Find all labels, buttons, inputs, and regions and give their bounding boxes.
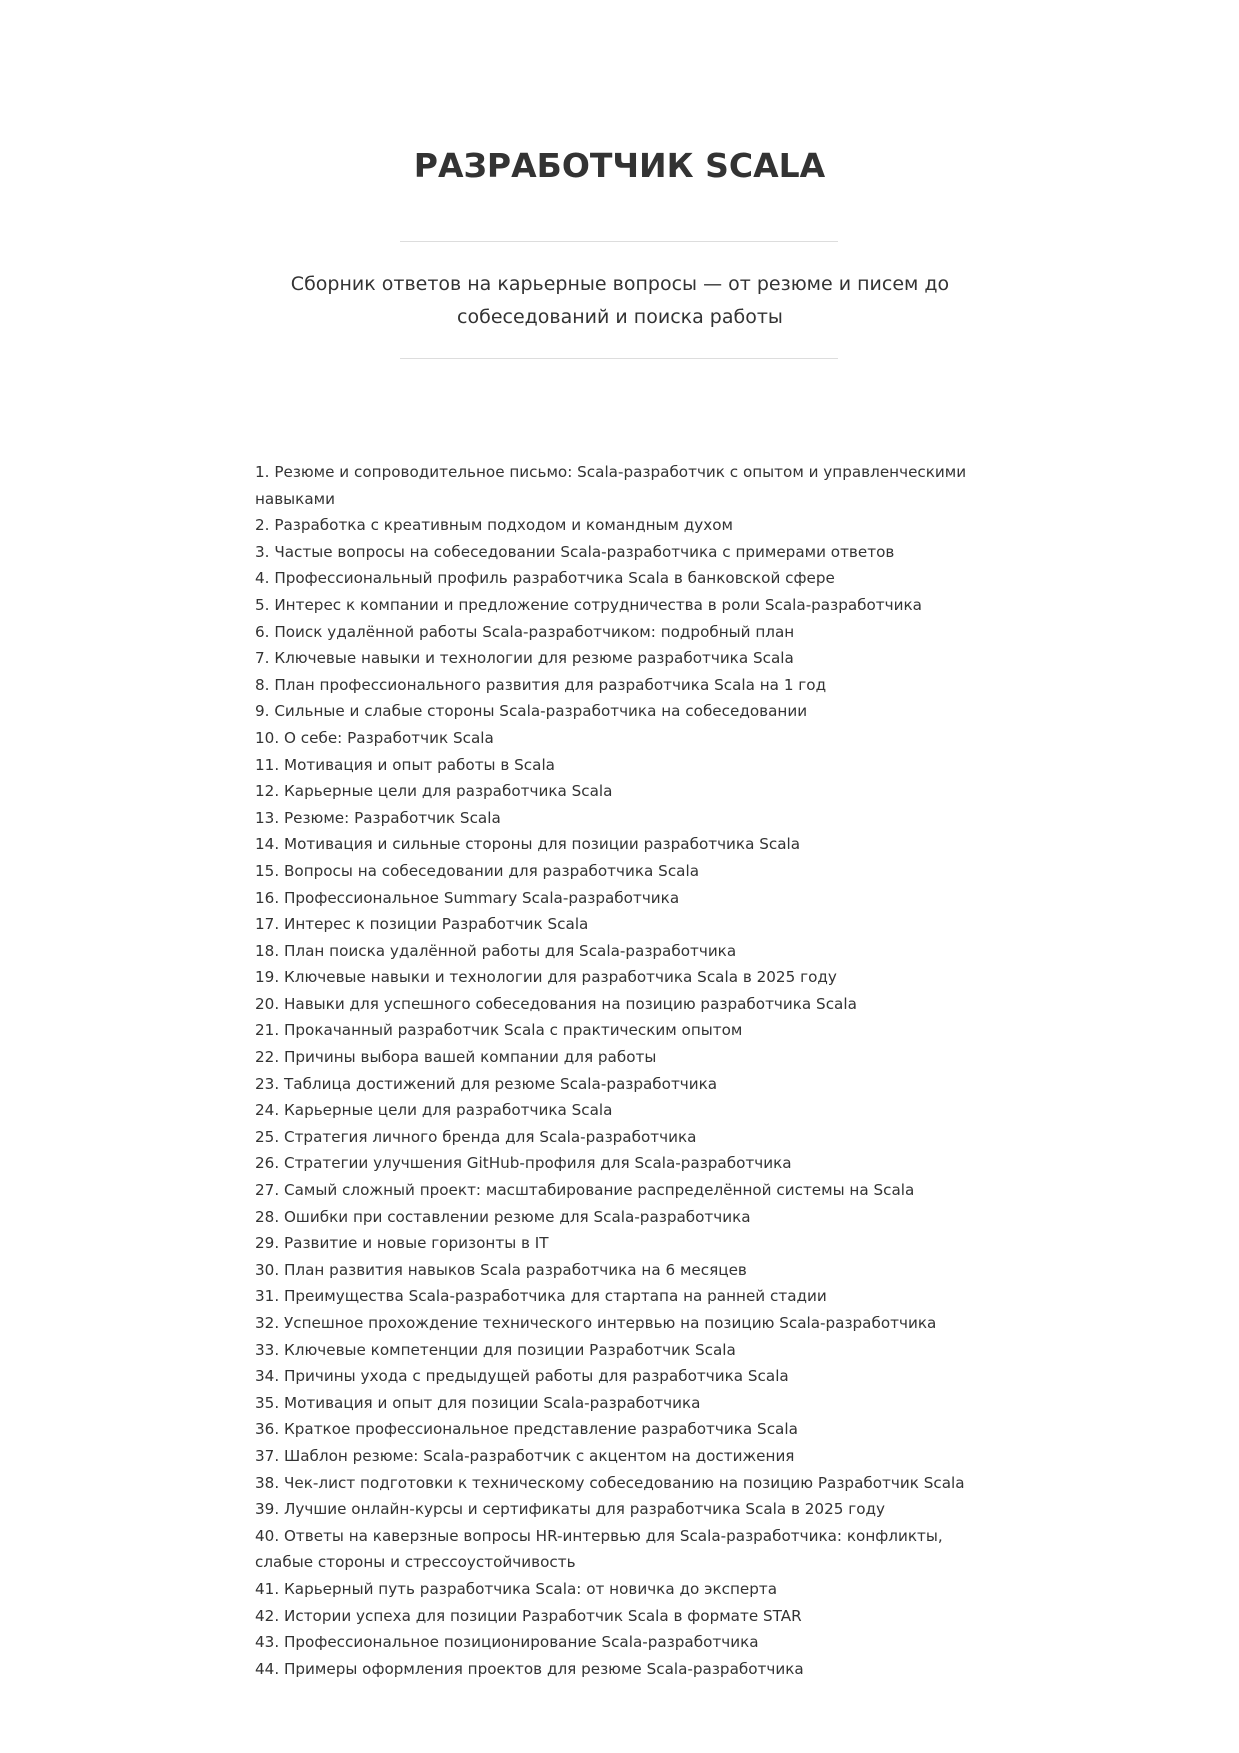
- toc-item[interactable]: 16. Профессиональное Summary Scala-разработчика: [255, 888, 680, 907]
- toc-item[interactable]: 40. Ответы на каверзные вопросы HR-интервью для Scala-разработчика: конфликты, слабые стороны и стрессоустойчивость: [255, 1526, 943, 1572]
- toc-item[interactable]: 44. Примеры оформления проектов для резюме Scala-разработчика: [255, 1659, 804, 1678]
- toc-item[interactable]: 42. Истории успеха для позиции Разработчик Scala в формате STAR: [255, 1606, 802, 1625]
- toc-item[interactable]: 43. Профессиональное позиционирование Scala-разработчика: [255, 1633, 759, 1652]
- toc-item[interactable]: 9. Сильные и слабые стороны Scala-разработчика на собеседовании: [255, 702, 808, 721]
- toc-item[interactable]: 33. Ключевые компетенции для позиции Разработчик Scala: [255, 1340, 736, 1359]
- toc-item[interactable]: 23. Таблица достижений для резюме Scala-разработчика: [255, 1074, 718, 1093]
- divider-bottom: [400, 358, 838, 359]
- toc-item[interactable]: 20. Навыки для успешного собеседования на позицию разработчика Scala: [255, 994, 857, 1013]
- toc-item[interactable]: 14. Мотивация и сильные стороны для позиции разработчика Scala: [255, 835, 801, 854]
- toc-item[interactable]: 30. План развития навыков Scala разработчика на 6 месяцев: [255, 1260, 747, 1279]
- document-subtitle: Сборник ответов на карьерные вопросы — от резюме и писем до собеседований и поиска работы: [290, 273, 950, 328]
- document-title: РАЗРАБОТЧИК SCALA: [413, 146, 826, 185]
- toc-item[interactable]: 39. Лучшие онлайн-курсы и сертификаты для разработчика Scala в 2025 году: [255, 1500, 886, 1519]
- toc-item[interactable]: 36. Краткое профессиональное представление разработчика Scala: [255, 1420, 798, 1439]
- toc-item[interactable]: 29. Развитие и новые горизонты в IT: [255, 1234, 549, 1253]
- toc-item[interactable]: 15. Вопросы на собеседовании для разработчика Scala: [255, 861, 700, 880]
- toc-item[interactable]: 3. Частые вопросы на собеседовании Scala-разработчика с примерами ответов: [255, 542, 895, 561]
- toc-item[interactable]: 11. Мотивация и опыт работы в Scala: [255, 755, 555, 774]
- toc-item[interactable]: 4. Профессиональный профиль разработчика Scala в банковской сфере: [255, 569, 835, 588]
- toc-item[interactable]: 18. План поиска удалённой работы для Scala-разработчика: [255, 941, 737, 960]
- toc-item[interactable]: 2. Разработка с креативным подходом и командным духом: [255, 516, 734, 535]
- toc-item[interactable]: 31. Преимущества Scala-разработчика для стартапа на ранней стадии: [255, 1287, 827, 1306]
- table-of-contents: [255, 459, 985, 1682]
- toc-item[interactable]: 5. Интерес к компании и предложение сотрудничества в роли Scala-разработчика: [255, 595, 922, 614]
- toc-item[interactable]: 1. Резюме и сопроводительное письмо: Scala-разработчик с опытом и управленческими навыками: [255, 463, 967, 508]
- toc-item[interactable]: 38. Чек-лист подготовки к техническому собеседованию на позицию Разработчик Scala: [255, 1473, 965, 1492]
- toc-item[interactable]: 21. Прокачанный разработчик Scala с практическим опытом: [255, 1021, 743, 1040]
- toc-item[interactable]: 28. Ошибки при составлении резюме для Scala-разработчика: [255, 1207, 751, 1226]
- toc-item[interactable]: 27. Самый сложный проект: масштабирование распределённой системы на Scala: [255, 1181, 915, 1200]
- toc-item[interactable]: 22. Причины выбора вашей компании для работы: [255, 1048, 657, 1067]
- toc-item[interactable]: 24. Карьерные цели для разработчика Scala: [255, 1101, 613, 1120]
- toc-item[interactable]: 19. Ключевые навыки и технологии для разработчика Scala в 2025 году: [255, 968, 837, 987]
- toc-item[interactable]: 25. Стратегия личного бренда для Scala-разработчика: [255, 1127, 697, 1146]
- toc-item[interactable]: 35. Мотивация и опыт для позиции Scala-разработчика: [255, 1393, 701, 1412]
- toc-item[interactable]: 7. Ключевые навыки и технологии для резюме разработчика Scala: [255, 649, 794, 668]
- toc-item[interactable]: 12. Карьерные цели для разработчика Scala: [255, 782, 613, 801]
- toc-item[interactable]: 8. План профессионального развития для разработчика Scala на 1 год: [255, 675, 827, 694]
- toc-item[interactable]: 13. Резюме: Разработчик Scala: [255, 808, 501, 827]
- toc-item[interactable]: 41. Карьерный путь разработчика Scala: от новичка до эксперта: [255, 1579, 778, 1598]
- toc-item[interactable]: 32. Успешное прохождение технического интервью на позицию Scala-разработчика: [255, 1314, 937, 1332]
- toc-item[interactable]: 17. Интерес к позиции Разработчик Scala: [255, 915, 589, 934]
- toc-item[interactable]: 26. Стратегии улучшения GitHub-профиля для Scala-разработчика: [255, 1154, 792, 1173]
- divider-top: [400, 241, 838, 242]
- toc-item[interactable]: 10. О себе: Разработчик Scala: [255, 728, 494, 747]
- toc-item[interactable]: 6. Поиск удалённой работы Scala-разработчиком: подробный план: [255, 622, 795, 641]
- toc-item[interactable]: 34. Причины ухода с предыдущей работы для разработчика Scala: [255, 1367, 789, 1386]
- toc-item[interactable]: 37. Шаблон резюме: Scala-разработчик с акцентом на достижения: [255, 1446, 795, 1465]
